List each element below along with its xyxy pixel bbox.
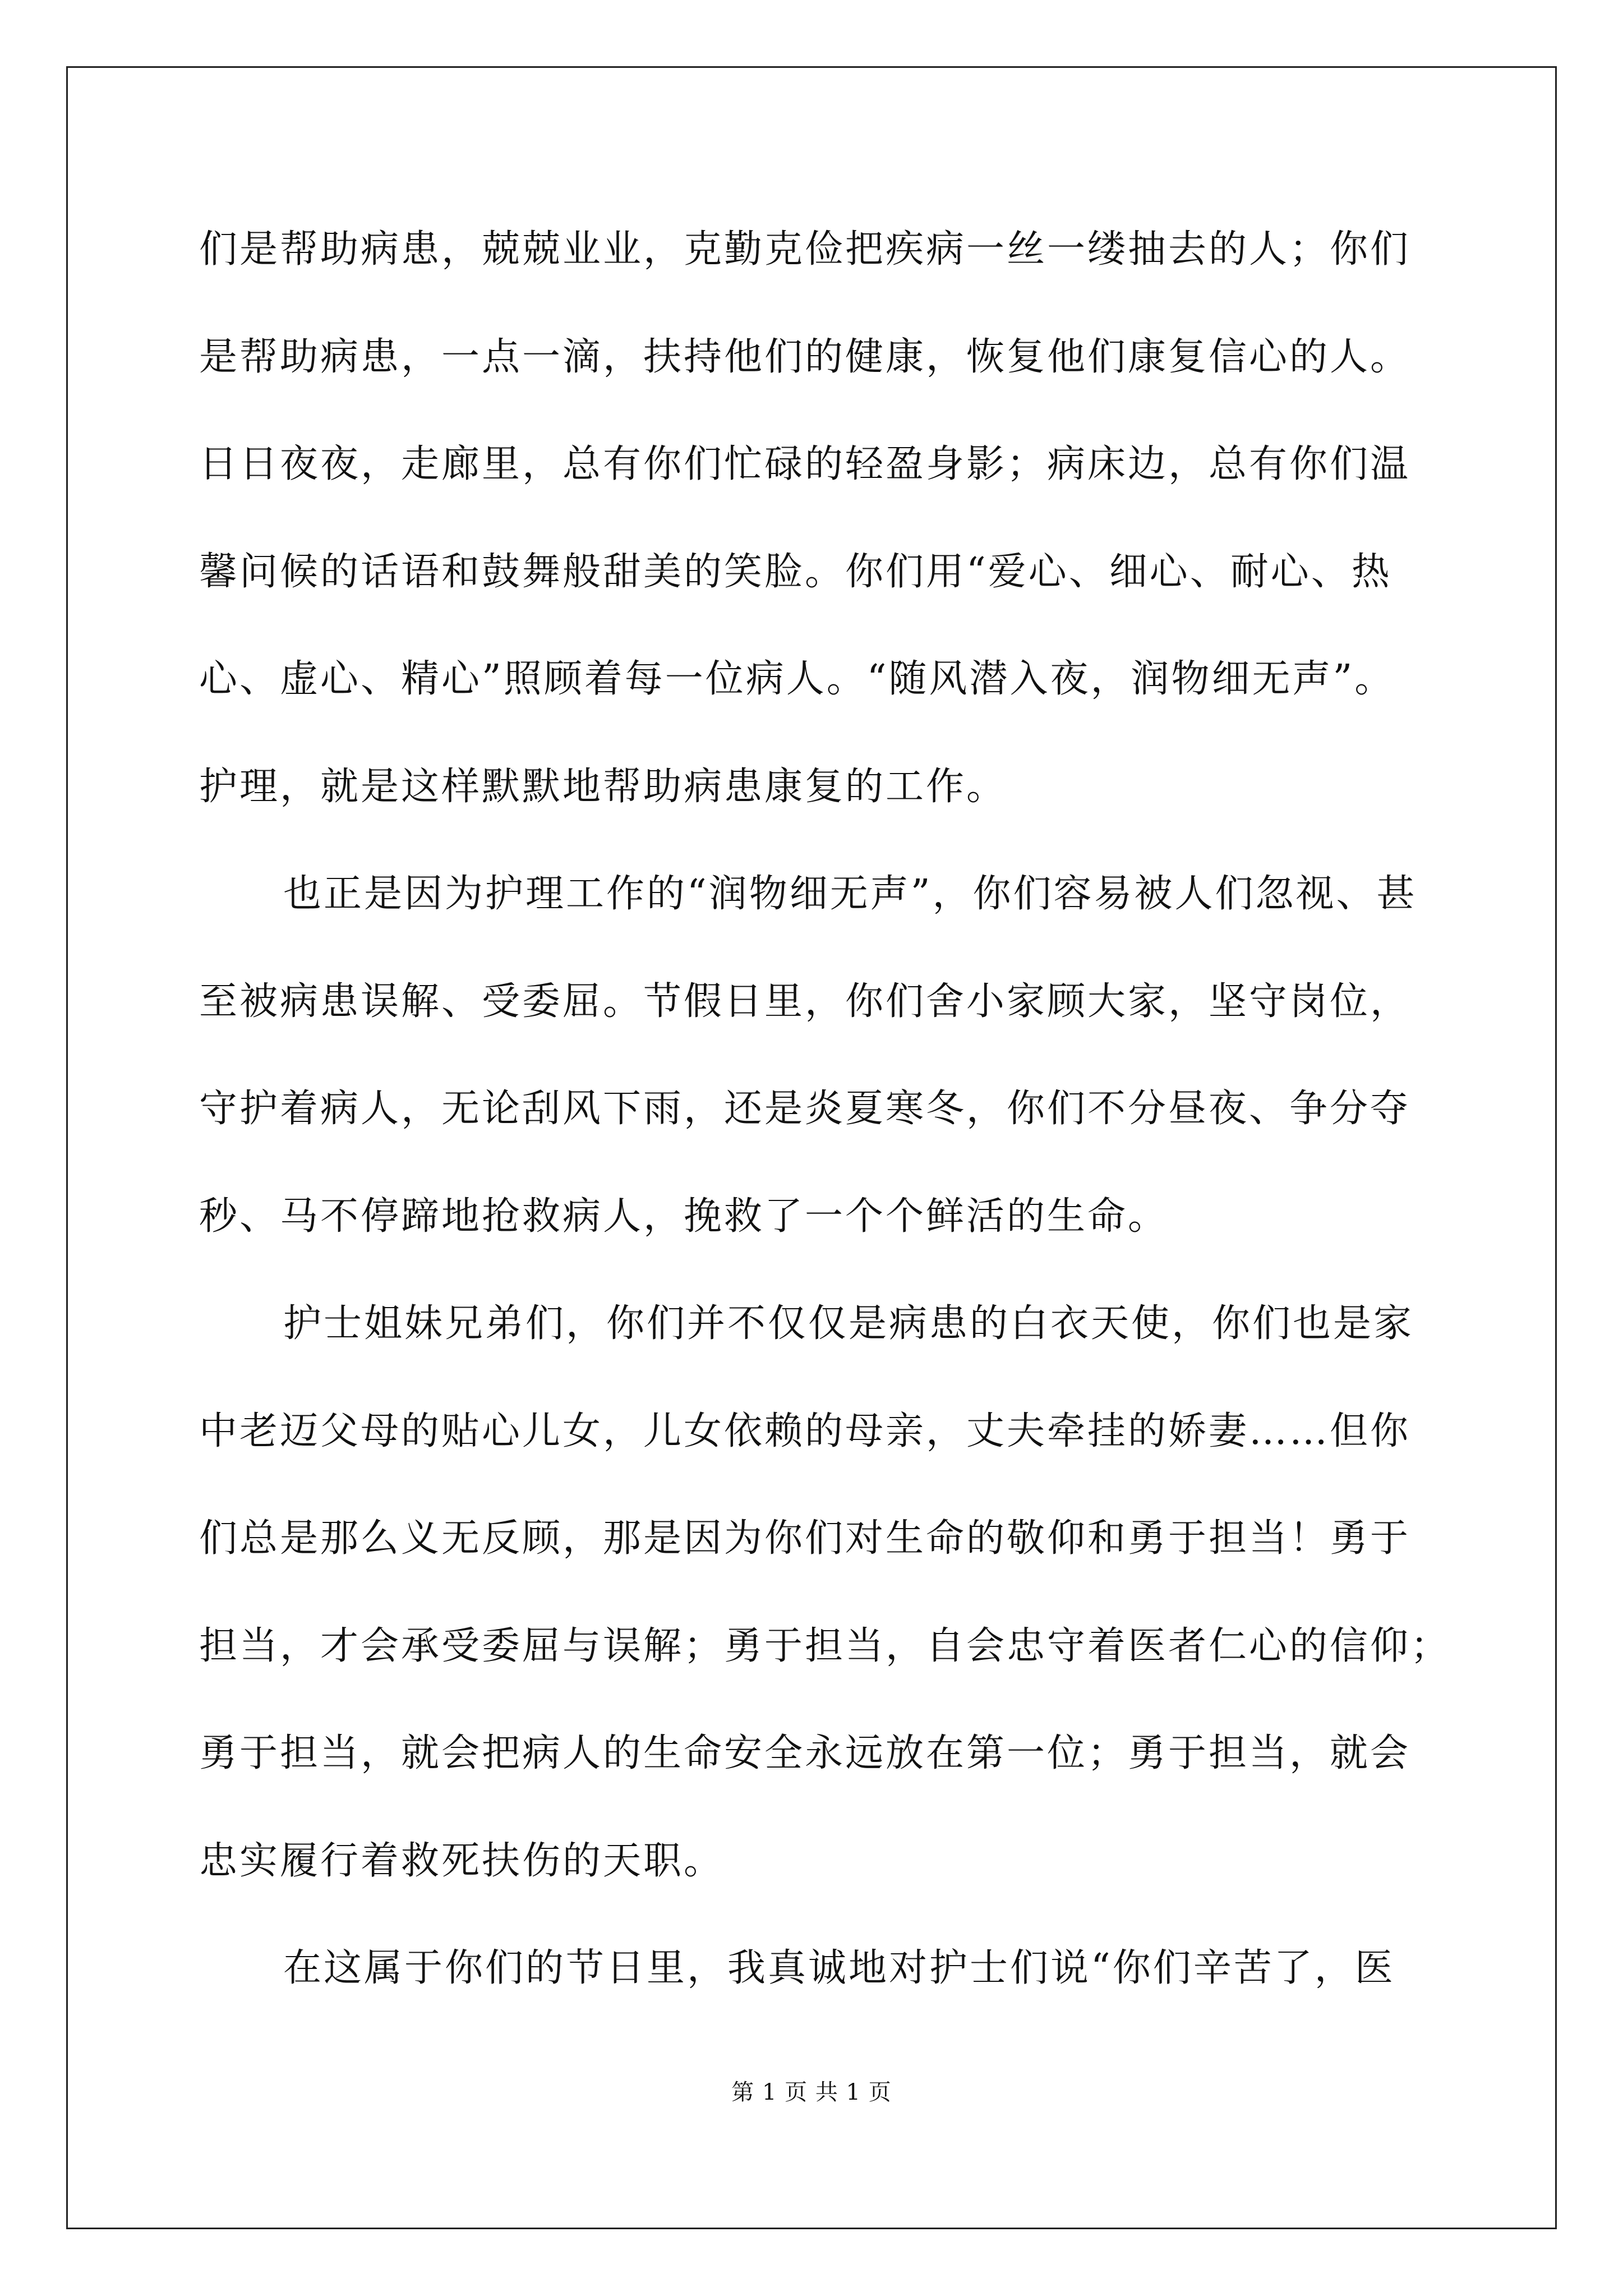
paragraph-start-line: 在这属于你们的节日里，我真诚地对护士们说“你们辛苦了，医 — [283, 1946, 1395, 1990]
text-line: 担当，才会承受委屈与误解；勇于担当，自会忠守着医者仁心的信仰； — [199, 1623, 1451, 1668]
text-line: 们是帮助病患，兢兢业业，克勤克俭把疾病一丝一缕抽去的人；你们 — [199, 227, 1411, 272]
text-line: 中老迈父母的贴心儿女，儿女依赖的母亲，丈夫牵挂的娇妻……但你 — [199, 1409, 1411, 1453]
document-body — [199, 222, 1451, 2048]
text-line: 守护着病人，无论刮风下雨，还是炎夏寒冬，你们不分昼夜、争分夺 — [199, 1087, 1411, 1131]
text-line: 是帮助病患，一点一滴，扶持他们的健康，恢复他们康复信心的人。 — [199, 334, 1411, 379]
paragraph-start-line: 也正是因为护理工作的“润物细无声”，你们容易被人们忽视、甚 — [283, 872, 1417, 916]
text-line: 秒、马不停蹄地抢救病人，挽救了一个个鲜活的生命。 — [199, 1194, 1169, 1239]
paragraph-start-line: 护士姐妹兄弟们，你们并不仅仅是病患的白衣天使，你们也是家 — [283, 1301, 1414, 1346]
text-line: 护理，就是这样默默地帮助病患康复的工作。 — [199, 764, 1007, 809]
text-line: 日日夜夜，走廊里，总有你们忙碌的轻盈身影；病床边，总有你们温 — [199, 442, 1411, 486]
page-number-footer: 第 1 页 共 1 页 — [731, 2079, 892, 2105]
text-line: 们总是那么义无反顾，那是因为你们对生命的敬仰和勇于担当！勇于 — [199, 1516, 1411, 1561]
text-line: 至被病患误解、受委屈。节假日里，你们舍小家顾大家，坚守岗位， — [199, 979, 1411, 1024]
text-line: 忠实履行着救死扶伤的天职。 — [199, 1838, 725, 1883]
text-line: 勇于担当，就会把病人的生命安全永远放在第一位；勇于担当，就会 — [199, 1731, 1411, 1775]
text-line: 馨问候的话语和鼓舞般甜美的笑脸。你们用“爱心、细心、耐心、热 — [199, 549, 1392, 594]
text-line: 心、虚心、精心”照顾着每一位病人。“随风潜入夜，润物细无声”。 — [199, 657, 1395, 701]
